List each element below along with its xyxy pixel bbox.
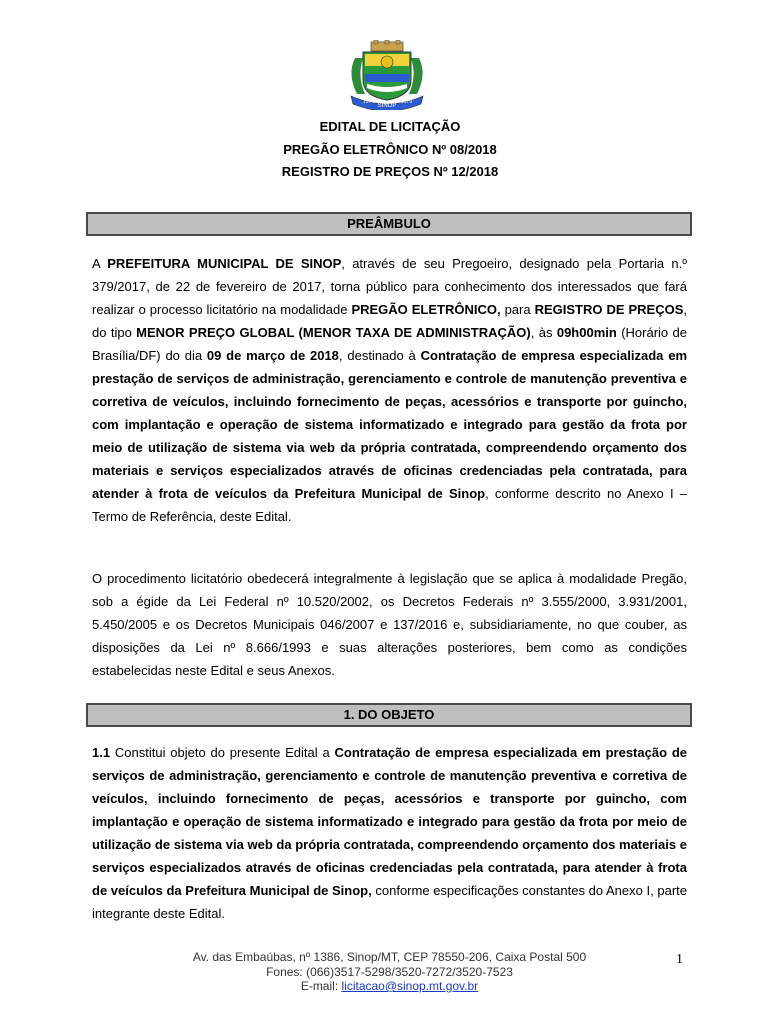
preambulo-paragraph-1	[92, 252, 687, 528]
text-run: , conforme descrito no Anexo I – Termo de Referência, deste Edital.	[92, 486, 687, 524]
crest-year-right: 1979	[401, 99, 413, 105]
text-run: , do tipo	[92, 302, 688, 340]
text-run: Contratação de empresa especializada em prestação de serviços de administração, gerenciamento e controle de manutenção preventiva e corretiva de veículos, incluindo fornecimento de peças, acessórios e transporte por guincho, com implantação e operação de sistema informatizado e integrado para gestão da frota por meio de utilização de sistema via web da própria contratada, compreendendo orçamento dos materiais e serviços especializados através de oficinas credenciadas pela contratada, para atender à frota de veículos da Prefeitura Municipal de Sinop,	[92, 745, 687, 898]
text-run: para	[500, 302, 535, 317]
title-edital: EDITAL DE LICITAÇÃO	[319, 119, 461, 134]
municipal-crest-logo	[345, 40, 429, 110]
text-run: , às	[530, 325, 557, 340]
preambulo-paragraph-2: O procedimento licitatório obedecerá integralmente à legislação que se aplica à modalidade Pregão, sob a égide da Lei Federal nº 10.520/2002, os Decretos Federais nº 3.555/2000, 3.931/2001, 5.450/2005 e os Decretos Municipais 046/2007 e 137/2016 e, subsidiariamente, no que couber, as disposições da Lei nº 8.666/1993 e suas alterações posteriores, bem como as condições estabelecidas neste Edital e seus Anexos.	[92, 571, 687, 678]
text-run: PREGÃO ELETRÔNICO,	[351, 302, 501, 317]
text-run: PREFEITURA MUNICIPAL DE SINOP	[107, 256, 342, 271]
crest-year-left: 1974	[363, 99, 375, 105]
text-run: Contratação de empresa especializada em prestação de serviços de administração, gerenciamento e controle de manutenção preventiva e corretiva de veículos, incluindo fornecimento de peças, acessórios e transporte por guincho, com implantação e operação de sistema informatizado e integrado para gestão da frota por meio de utilização de sistema via web da própria contratada, compreendendo orçamento dos materiais e serviços especializados através de oficinas credenciadas pela contratada, para atender à frota de veículos da Prefeitura Municipal de Sinop	[92, 348, 688, 501]
text-run: (Horário de Brasília/DF) do dia	[92, 325, 687, 363]
footer-phones: Fones: (066)3517-5298/3520-7272/3520-7523	[266, 964, 513, 979]
text-run: 1.1	[92, 745, 111, 760]
footer-email-label: E-mail:	[300, 979, 342, 993]
objeto-paragraph-1-1	[92, 741, 687, 925]
text-run: MENOR PREÇO GLOBAL (MENOR TAXA DE ADMINISTRAÇÃO)	[136, 325, 531, 340]
document-title-block	[0, 116, 770, 184]
title-pregao: PREGÃO ELETRÔNICO Nº 08/2018	[283, 141, 497, 157]
text-run: REGISTRO DE PREÇOS	[534, 302, 684, 317]
footer-email-link[interactable]: licitacao@sinop.mt.gov.br	[341, 979, 479, 993]
text-run: 09 de março de 2018	[206, 348, 339, 363]
section-heading-preambulo: PREÂMBULO	[86, 212, 692, 236]
footer-email-line	[92, 979, 687, 994]
text-run: , através de seu Pregoeiro, designado pela Portaria n.º 379/2017, de 22 de fevereiro de 2017, torna público para conhecimento dos interessados que fará realizar o processo licitatório na modalidade	[92, 256, 687, 317]
footer-address: Av. das Embaúbas, nº 1386, Sinop/MT, CEP 78550-206, Caixa Postal 500	[192, 950, 587, 964]
crest-banner-text: SINOP	[377, 103, 397, 109]
text-run: A	[92, 256, 108, 271]
section-heading-objeto: 1. DO OBJETO	[86, 703, 692, 727]
text-run: Constitui objeto do presente Edital a	[110, 745, 335, 760]
text-run: 09h00min	[556, 325, 617, 340]
title-registro: REGISTRO DE PREÇOS Nº 12/2018	[281, 164, 499, 179]
text-run: , destinado à	[338, 348, 421, 363]
page-number: 1	[676, 952, 683, 967]
text-run: conforme especificações constantes do Anexo I, parte integrante deste Edital.	[92, 883, 687, 921]
page-footer	[92, 950, 687, 994]
